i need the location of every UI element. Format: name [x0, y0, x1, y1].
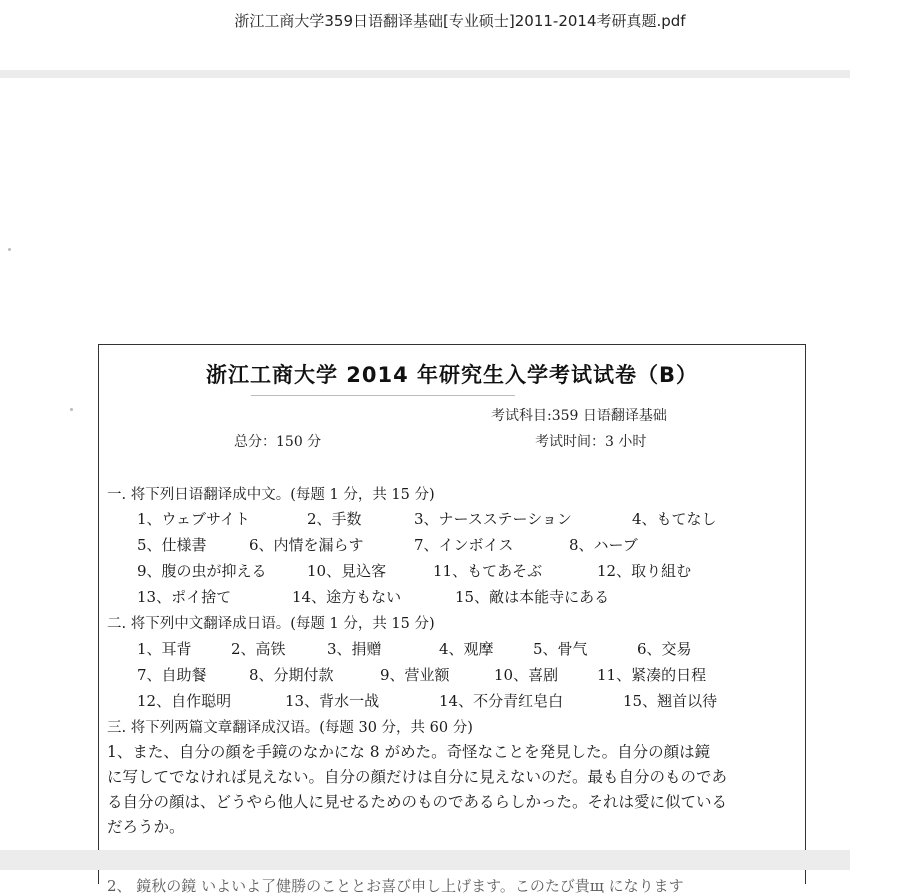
exam-sheet [98, 344, 806, 895]
question-item: 5、骨气 [533, 640, 588, 658]
question-item: 15、敵は本能寺にある [455, 588, 610, 606]
title-underline [251, 395, 515, 396]
section-1-heading: 一. 将下列日语翻译成中文。(每题 1 分，共 15 分) [107, 487, 435, 503]
passage-line: に写してでなければ見えない。自分の顔だけは自分に見えないのだ。最も自分のものであ [107, 768, 728, 786]
question-item: 7、インボイス [414, 536, 514, 554]
question-item: 1、ウェブサイト [137, 510, 250, 528]
question-item: 11、もてあそぶ [433, 562, 543, 580]
scan-speck [8, 248, 11, 251]
question-item: 2、手数 [307, 510, 362, 528]
question-item: 4、もてなし [632, 510, 717, 528]
question-item: 7、自助餐 [137, 666, 207, 684]
section-2-heading: 二. 将下列中文翻译成日语。(每题 1 分，共 15 分) [107, 616, 435, 632]
passage-line: 1、また、自分の顔を手鏡のなかにな 8 がめた。奇怪なことを発見した。自分の顔は鏡 [107, 743, 711, 761]
passage-line: る自分の顔は、どうやら他人に見せるためのものであるらしかった。それは愛に似ている [107, 793, 728, 811]
exam-subject: 考试科目:359 日语翻译基础 [491, 408, 667, 424]
question-item: 10、見込客 [307, 562, 387, 580]
question-item: 3、ナースステーション [414, 510, 572, 528]
pdf-page [0, 78, 850, 895]
question-item: 2、高铁 [231, 640, 286, 658]
question-item: 15、翘首以待 [623, 692, 718, 710]
question-item: 14、途方もない [292, 588, 402, 606]
question-item: 12、取り組む [597, 562, 692, 580]
question-item: 1、耳背 [137, 640, 192, 658]
viewer-header [0, 0, 850, 70]
passage-2-cut-line: 2、 鏡秋の鏡 いよいよ了健勝のこととお喜び申し上げます。このたび貴щ になります [107, 877, 684, 895]
scan-speck [70, 408, 73, 411]
question-item: 8、ハーブ [569, 536, 638, 554]
exam-total-score: 总分：150 分 [234, 434, 322, 450]
question-item: 9、腹の虫が抑える [137, 562, 267, 580]
question-item: 6、内情を漏らす [249, 536, 364, 554]
question-item: 4、观摩 [439, 640, 494, 658]
question-item: 9、营业额 [380, 666, 450, 684]
exam-title: 浙江工商大学 2014 年研究生入学考试试卷（B） [205, 363, 699, 387]
page-separator-bottom [0, 850, 850, 870]
section-3-heading: 三. 将下列两篇文章翻译成汉语。(每题 30 分，共 60 分) [107, 720, 473, 736]
document-title: 浙江工商大学359日语翻译基础[专业硕士]2011-2014考研真题.pdf [234, 12, 686, 30]
question-item: 8、分期付款 [249, 666, 334, 684]
exam-time: 考试时间：3 小时 [535, 434, 647, 450]
question-item: 3、捐赠 [327, 640, 382, 658]
question-item: 13、背水一战 [285, 692, 380, 710]
question-item: 13、ポイ捨て [137, 588, 232, 606]
passage-line: だろうか。 [107, 818, 185, 836]
question-item: 14、不分青红皂白 [439, 692, 564, 710]
question-item: 6、交易 [637, 640, 692, 658]
question-item: 11、紧凑的日程 [597, 666, 707, 684]
passage-1 [107, 740, 801, 840]
page-separator [0, 70, 850, 78]
question-item: 5、仕様書 [137, 536, 207, 554]
question-item: 12、自作聪明 [137, 692, 232, 710]
question-item: 10、喜剧 [494, 666, 559, 684]
